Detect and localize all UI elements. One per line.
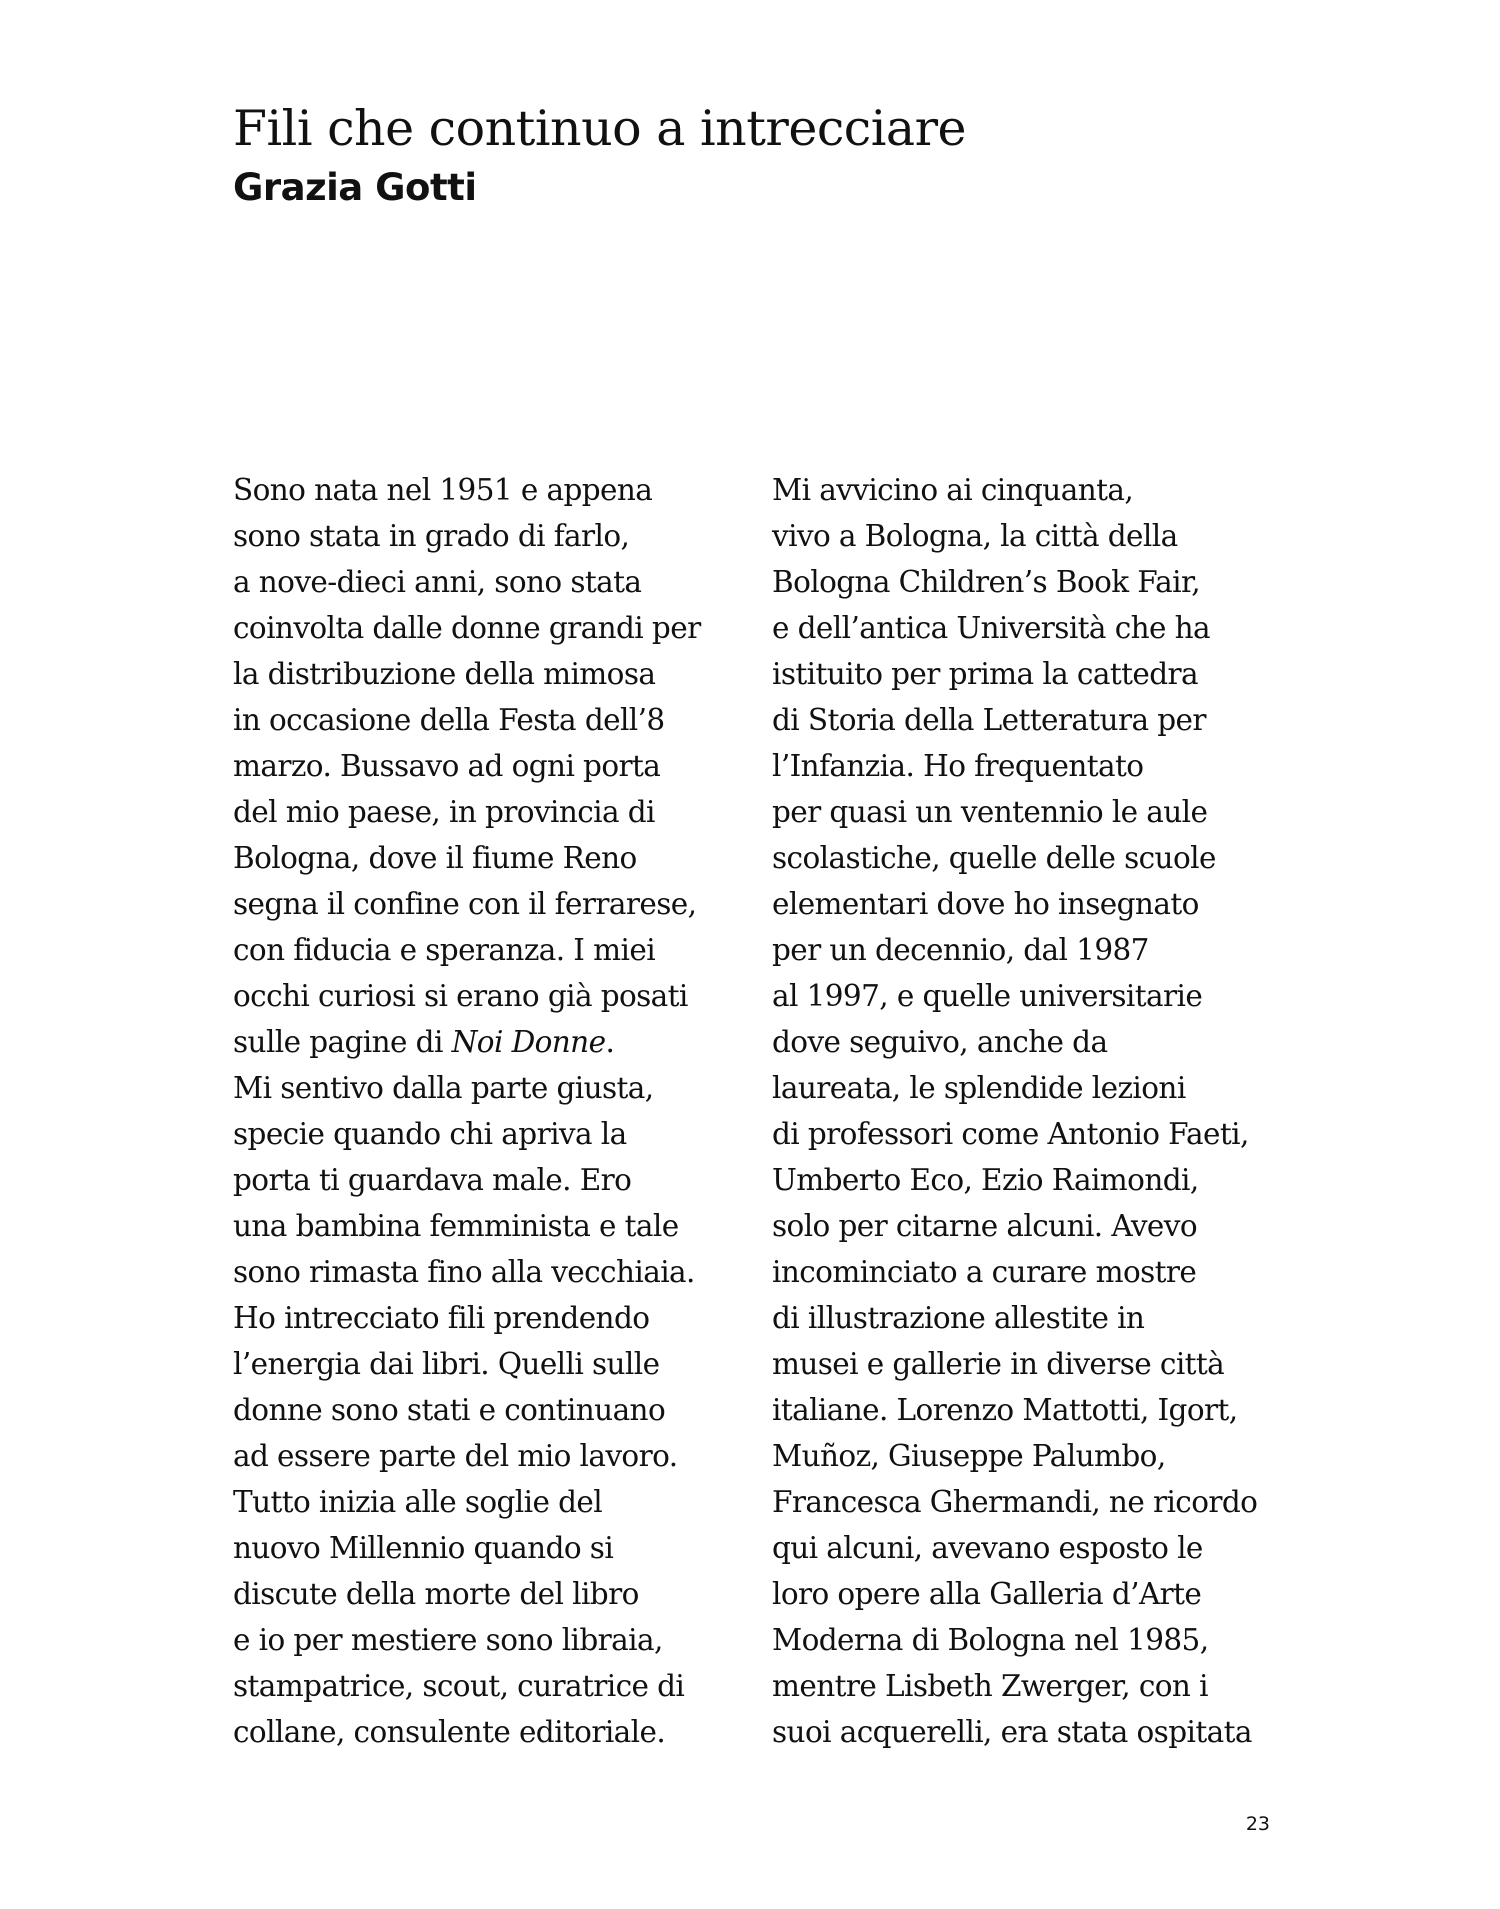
text-line: musei e gallerie in diverse città bbox=[772, 1347, 1225, 1381]
text-line bbox=[233, 1019, 773, 1065]
text-line: sono stata in grado di farlo, bbox=[233, 519, 630, 553]
text-line: Muñoz, Giuseppe Palumbo, bbox=[772, 1439, 1166, 1473]
text-column-right bbox=[772, 467, 1312, 1755]
text-line: per un decennio, dal 1987 bbox=[772, 933, 1149, 967]
text-line: segna il confine con il ferrarese, bbox=[233, 887, 697, 921]
text-line: e dell’antica Università che ha bbox=[772, 611, 1211, 645]
text-line: a nove-dieci anni, sono stata bbox=[233, 565, 642, 599]
text-line: stampatrice, scout, curatrice di bbox=[233, 1669, 685, 1703]
text-line: e io per mestiere sono libraia, bbox=[233, 1623, 663, 1657]
text-line: donne sono stati e continuano bbox=[233, 1393, 666, 1427]
text-segment: sulle pagine di bbox=[233, 1025, 452, 1059]
text-line: mentre Lisbeth Zwerger, con i bbox=[772, 1669, 1208, 1703]
text-line: di Storia della Letteratura per bbox=[772, 703, 1206, 737]
article-author: Grazia Gotti bbox=[233, 166, 477, 209]
text-line: del mio paese, in provincia di bbox=[233, 795, 655, 829]
text-line: laureata, le splendide lezioni bbox=[772, 1071, 1186, 1105]
text-line: solo per citarne alcuni. Avevo bbox=[772, 1209, 1198, 1243]
text-line: Ho intrecciato fili prendendo bbox=[233, 1301, 650, 1335]
text-line: Mi sentivo dalla parte giusta, bbox=[233, 1071, 654, 1105]
text-line: loro opere alla Galleria d’Arte bbox=[772, 1577, 1202, 1611]
text-line: Bologna, dove il fiume Reno bbox=[233, 841, 637, 875]
text-line: scolastiche, quelle delle scuole bbox=[772, 841, 1216, 875]
text-line: sono rimasta fino alla vecchiaia. bbox=[233, 1255, 695, 1289]
text-line: una bambina femminista e tale bbox=[233, 1209, 679, 1243]
text-line: Sono nata nel 1951 e appena bbox=[233, 473, 653, 507]
text-line: specie quando chi apriva la bbox=[233, 1117, 627, 1151]
text-line: Moderna di Bologna nel 1985, bbox=[772, 1623, 1209, 1657]
text-line: collane, consulente editoriale. bbox=[233, 1715, 666, 1749]
text-line: qui alcuni, avevano esposto le bbox=[772, 1531, 1203, 1565]
text-line: porta ti guardava male. Ero bbox=[233, 1163, 632, 1197]
text-line: ad essere parte del mio lavoro. bbox=[233, 1439, 678, 1473]
text-column-left bbox=[233, 467, 773, 1755]
text-line: Bologna Children’s Book Fair, bbox=[772, 565, 1201, 599]
text-line: dove seguivo, anche da bbox=[772, 1025, 1108, 1059]
text-line: vivo a Bologna, la città della bbox=[772, 519, 1178, 553]
text-line: suoi acquerelli, era stata ospitata bbox=[772, 1715, 1252, 1749]
text-line: italiane. Lorenzo Mattotti, Igort, bbox=[772, 1393, 1238, 1427]
text-line: Tutto inizia alle soglie del bbox=[233, 1485, 603, 1519]
text-line: l’energia dai libri. Quelli sulle bbox=[233, 1347, 660, 1381]
text-line: di illustrazione allestite in bbox=[772, 1301, 1145, 1335]
text-line: marzo. Bussavo ad ogni porta bbox=[233, 749, 661, 783]
italic-title: Noi Donne bbox=[451, 1025, 606, 1059]
text-line: coinvolta dalle donne grandi per bbox=[233, 611, 701, 645]
text-line: occhi curiosi si erano già posati bbox=[233, 979, 688, 1013]
text-line: l’Infanzia. Ho frequentato bbox=[772, 749, 1144, 783]
article-title: Fili che continuo a intrecciare bbox=[233, 100, 967, 157]
text-line: incominciato a curare mostre bbox=[772, 1255, 1197, 1289]
text-line: di professori come Antonio Faeti, bbox=[772, 1117, 1249, 1151]
text-line: con fiducia e speranza. I miei bbox=[233, 933, 656, 967]
text-line: in occasione della Festa dell’8 bbox=[233, 703, 665, 737]
text-line: Mi avvicino ai cinquanta, bbox=[772, 473, 1134, 507]
text-line: Francesca Ghermandi, ne ricordo bbox=[772, 1485, 1258, 1519]
text-line: istituito per prima la cattedra bbox=[772, 657, 1198, 691]
text-line: la distribuzione della mimosa bbox=[233, 657, 656, 691]
page-number: 23 bbox=[1245, 1813, 1270, 1835]
text-line: nuovo Millennio quando si bbox=[233, 1531, 614, 1565]
text-line: per quasi un ventennio le aule bbox=[772, 795, 1208, 829]
text-line: al 1997, e quelle universitarie bbox=[772, 979, 1203, 1013]
text-line: Umberto Eco, Ezio Raimondi, bbox=[772, 1163, 1199, 1197]
text-line: elementari dove ho insegnato bbox=[772, 887, 1199, 921]
text-segment: . bbox=[605, 1025, 615, 1059]
text-line: discute della morte del libro bbox=[233, 1577, 639, 1611]
